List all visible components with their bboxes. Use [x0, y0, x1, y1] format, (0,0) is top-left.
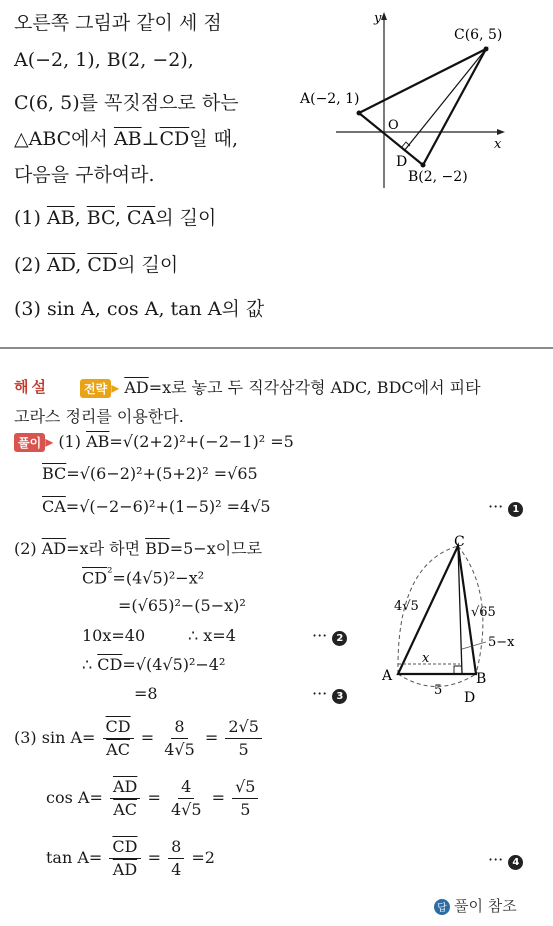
point-a-label: A(−2, 1): [300, 91, 360, 107]
cos-fraction-1: $\frac{\overline{AD}}{AC}$: [110, 776, 140, 821]
part2-text: =5−x이므로: [169, 539, 263, 558]
ab-expression: =√(2+2)²+(−2−1)² =5: [109, 432, 294, 451]
cos-label: cos A=: [46, 788, 103, 807]
therefore-x: ∴ x=4: [188, 626, 236, 645]
marker-1-icon: 1: [508, 502, 523, 517]
segment-ad: $\overline{AD}$: [124, 378, 149, 397]
part2-text: =x라 하면: [66, 539, 146, 558]
tan-fraction-1: $\frac{\overline{CD}}{AD}$: [109, 836, 140, 881]
problem-text: 일 때,: [189, 128, 239, 150]
x-axis-arrow: [497, 129, 505, 135]
step-marker-3: [312, 684, 347, 704]
problem-line-3: C(6, 5)를 꼭짓점으로 하는: [14, 92, 239, 114]
question-3: (3) sin A, cos A, tan A의 값: [14, 298, 265, 320]
part-label: (1): [58, 432, 87, 451]
cos-line: cos A= $\frac{\overline{AD}}{AC}$ = $\frac{4}{4√5}$ = $\frac{√5}{5}$: [46, 776, 260, 821]
question-2: [14, 250, 178, 277]
problem-line-5: 다음을 구하여라.: [14, 164, 155, 186]
triangle-abc: [359, 49, 486, 165]
answer-reference: [434, 895, 517, 916]
point-a-dot: [357, 111, 362, 116]
tan-fraction-2: $\frac{8}{4}$: [168, 836, 184, 881]
strategy-line-1: [80, 375, 481, 398]
step-marker-2: [312, 626, 347, 646]
tan-value: =2: [191, 848, 215, 867]
cd-value: =8: [134, 684, 158, 703]
solution-ab: [14, 432, 294, 452]
bc-expression: =√(6−2)²+(5+2)² =√65: [66, 464, 258, 483]
question-number: (2): [14, 254, 47, 276]
equation-10x: 10x=40: [82, 626, 146, 645]
strategy-text: =x로 놓고 두 직각삼각형 ADC, BDC에서 피타: [148, 378, 481, 397]
point-b-dot: [421, 163, 426, 168]
sin-fraction-3: $\frac{2√5}{5}$: [225, 716, 262, 761]
segment-bc: $\overline{BC}$: [86, 207, 115, 229]
cos-fraction-2: $\frac{4}{4√5}$: [170, 777, 202, 819]
sin-fraction-1: $\frac{\overline{CD}}{AC}$: [103, 716, 134, 761]
strategy-badge: 전략: [80, 379, 111, 398]
question-tail: 의 길이: [155, 207, 217, 229]
step-marker-4: [488, 850, 523, 870]
sin-label: (3) sin A=: [14, 728, 96, 747]
point-c-label: C(6, 5): [454, 27, 503, 43]
segment-cd: $\overline{CD}$: [82, 568, 108, 588]
question-number: (1): [14, 207, 47, 229]
problem-line-1: 오른쪽 그림과 같이 세 점: [14, 12, 222, 34]
x-label: x: [422, 651, 430, 666]
ab-length-label: 5: [434, 683, 443, 698]
origin-label: O: [388, 118, 399, 133]
sin-fraction-2: $\frac{8}{4√5}$: [164, 717, 195, 759]
question-1: [14, 203, 216, 230]
arrow-icon: ▸: [111, 378, 120, 397]
marker-2-icon: 2: [332, 631, 347, 646]
answer-icon: 답: [434, 899, 450, 915]
vertex-d-label: D: [464, 690, 476, 706]
segment-ad: $\overline{AD}$: [46, 254, 76, 276]
coordinate-graph: [296, 8, 516, 193]
question-tail: 의 길이: [117, 254, 179, 276]
problem-line-2: A(−2, 1), B(2, −2),: [14, 49, 194, 71]
y-axis-arrow: [381, 12, 387, 20]
5-minus-x-leader: [462, 642, 486, 649]
right-angle-mark: [454, 666, 462, 674]
dots: ···: [312, 684, 328, 703]
cos-fraction-3: $\frac{√5}{5}$: [232, 776, 258, 821]
strategy-line-2: 고라스 정리를 이용한다.: [14, 407, 184, 426]
solution-badge: 풀이: [14, 433, 45, 452]
x-axis-label: x: [494, 137, 502, 152]
triangle-figure: [376, 534, 536, 706]
problem-text: △ABC에서: [14, 128, 114, 150]
segment-cd: $\overline{CD}$: [159, 128, 190, 150]
arrow-icon: ▸: [45, 432, 54, 451]
solution-header: 해설: [14, 378, 49, 396]
segment-ab: $\overline{AB}$: [86, 432, 110, 451]
answer-reference-text: 풀이 참조: [454, 897, 517, 915]
tan-line: tan A= $\frac{\overline{CD}}{AD}$ = $\frac{8}{4}$ =2: [46, 837, 215, 879]
cd-squared-1: [82, 566, 204, 587]
segment-cd: $\overline{CD}$: [87, 254, 118, 276]
comma: ,: [114, 207, 128, 229]
solution-ca: [42, 497, 271, 516]
segment-ab: $\overline{AB}$: [46, 207, 75, 229]
solution-bc: [42, 464, 258, 483]
tan-label: tan A=: [46, 848, 103, 867]
solution-part2-line: [14, 536, 262, 559]
segment-ca: $\overline{CA}$: [42, 497, 66, 516]
bc-length-label: √65: [471, 605, 496, 620]
ca-expression: =√(−2−6)²+(1−5)² =4√5: [65, 497, 271, 516]
ac-length-label: 4√5: [394, 599, 419, 614]
vertex-a-label: A: [382, 668, 393, 684]
comma: ,: [74, 207, 87, 229]
vertex-b-label: B: [476, 671, 487, 687]
segment-bd: $\overline{BD}$: [145, 539, 170, 558]
problem-line-4: [14, 124, 238, 151]
cd-squared-expression: =(4√5)²−x²: [112, 568, 205, 588]
dots: ···: [312, 626, 328, 645]
cd-squared-2: =(√65)²−(5−x)²: [118, 596, 246, 615]
vertex-c-label: C: [454, 534, 465, 550]
y-axis-label: y: [374, 11, 382, 26]
perp-symbol: ⊥: [141, 128, 160, 150]
therefore-symbol: ∴: [82, 655, 98, 674]
point-d-label: D: [396, 154, 408, 170]
segment-bc: $\overline{BC}$: [42, 464, 67, 483]
dots: ···: [488, 850, 504, 869]
part-label: (2): [14, 539, 42, 558]
dots: ···: [488, 497, 504, 516]
segment-cd: $\overline{CD}$: [97, 655, 123, 674]
exponent: ²: [107, 566, 113, 581]
marker-3-icon: 3: [332, 689, 347, 704]
comma: ,: [75, 254, 88, 276]
segment-ad: $\overline{AD}$: [41, 539, 67, 558]
marker-4-icon: 4: [508, 855, 523, 870]
point-b-label: B(2, −2): [408, 169, 468, 185]
therefore-cd: [82, 655, 225, 674]
sin-line: (3) sin A= $\frac{\overline{CD}}{AC}$ = $\frac{8}{4√5}$ = $\frac{2√5}{5}$: [14, 716, 264, 761]
step-marker-1: [488, 497, 523, 517]
bd-length-label: 5−x: [488, 635, 515, 650]
segment-cd-line: [404, 49, 486, 151]
segment-ca: $\overline{CA}$: [127, 207, 156, 229]
point-c-dot: [484, 47, 489, 52]
segment-ab: $\overline{AB}$: [113, 128, 142, 150]
cd-expression: =√(4√5)²−4²: [122, 655, 226, 674]
section-divider: [0, 347, 553, 349]
